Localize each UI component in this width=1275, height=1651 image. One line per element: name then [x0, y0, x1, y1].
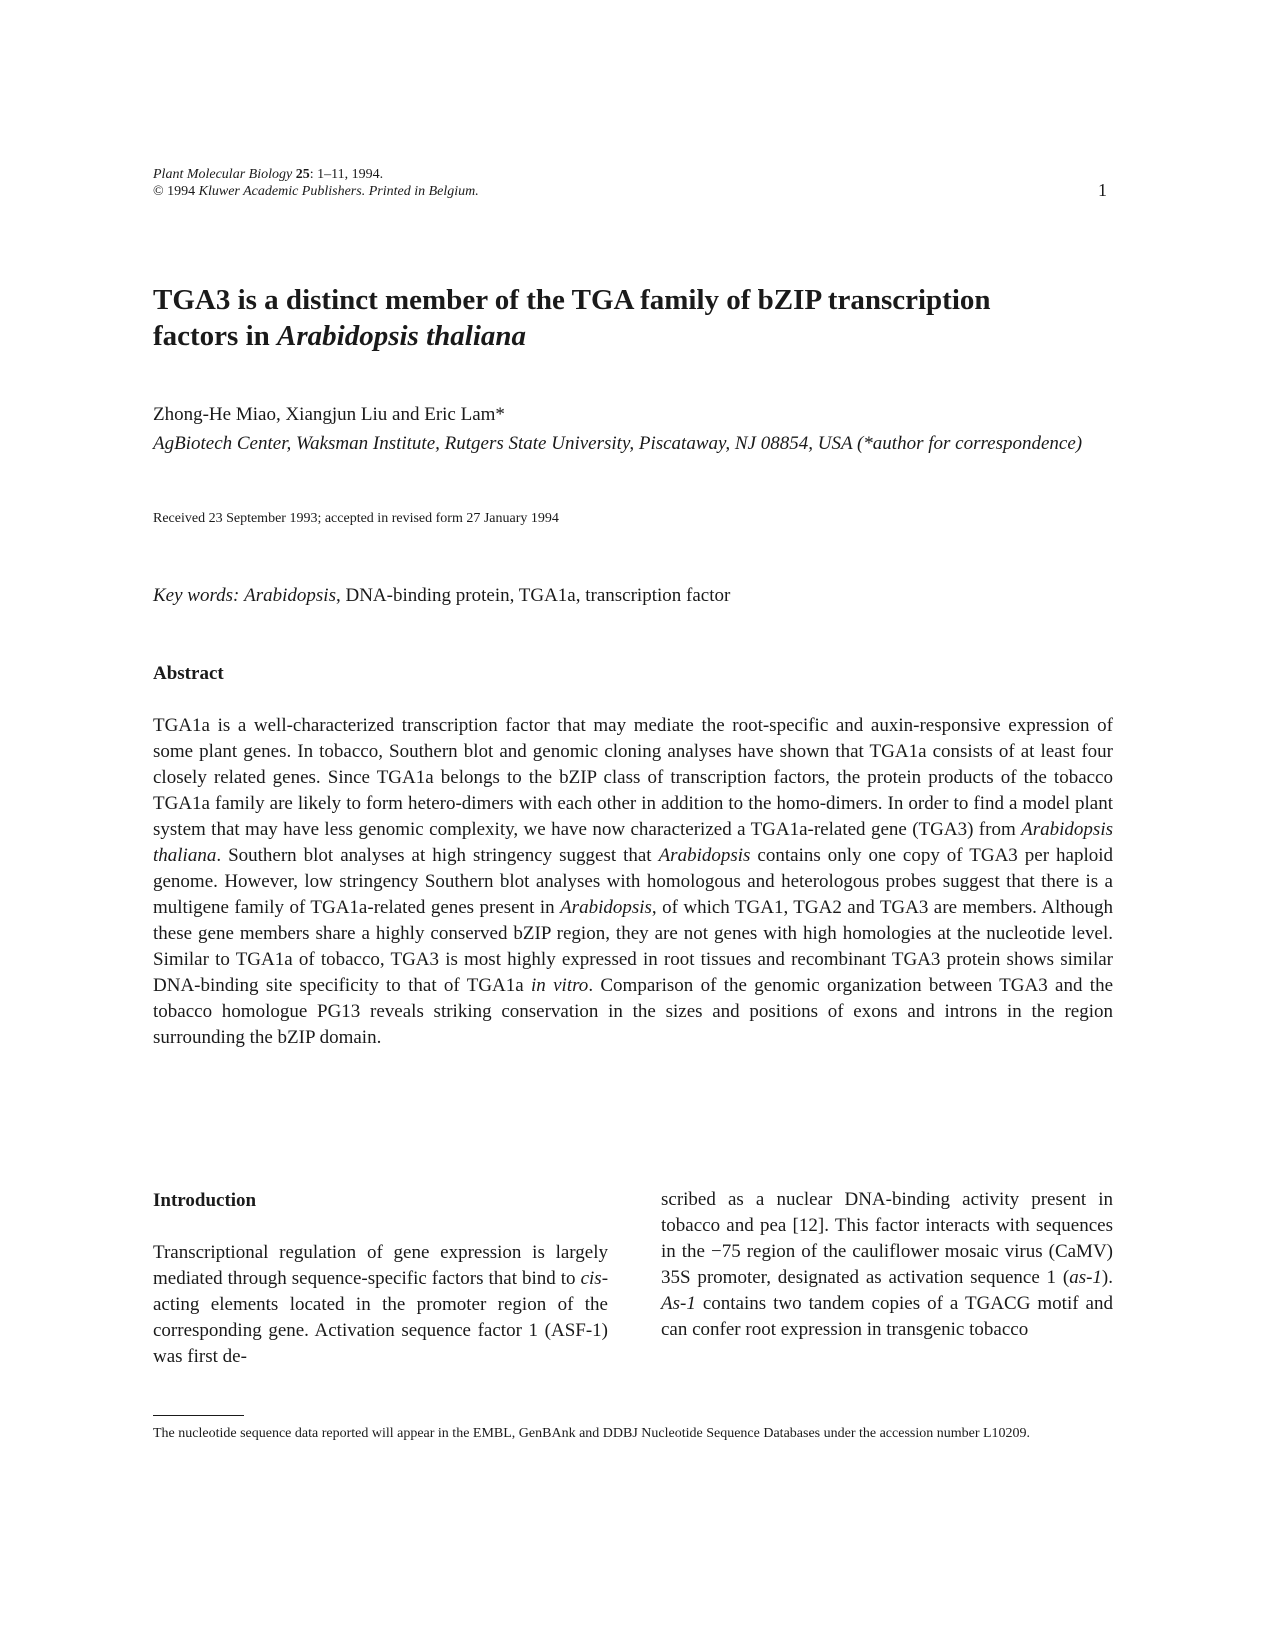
- journal-copyright-line: [153, 183, 479, 200]
- article-title: [153, 282, 1113, 354]
- keywords-label: Key words:: [153, 585, 240, 606]
- abstract-part: TGA1a is a well-characterized transcription factor that may mediate the root-specific and auxin-responsive expression of some plant genes. In tobacco, Southern blot and genomic cloning analyses have shown that TGA1a consists of at least four closely related genes. Since TGA1a belongs to the bZIP class of transcription factors, the protein products of the tobacco TGA1a family are likely to form hetero-dimers with each other in addition to the homo-dimers. In order to find a model plant system that may have less genomic complexity, we have now characterized a TGA1a-related gene (TGA3) from: [153, 715, 1113, 840]
- intro-text-part: ).: [1101, 1267, 1113, 1288]
- authors: Zhong-He Miao, Xiangjun Liu and Eric Lam*: [153, 404, 505, 425]
- intro-italic: as-1: [1069, 1267, 1102, 1288]
- intro-text-part: -acting elements located in the promoter region of the corresponding gene. Activation sequence factor 1 (ASF-1) was first de-: [153, 1268, 609, 1367]
- footnote: The nucleotide sequence data reported will appear in the EMBL, GenBAnk and DDBJ Nucleotide Sequence Databases under the accession number L10209.: [153, 1426, 1031, 1441]
- abstract-part: . Southern blot analyses at high stringency suggest that: [216, 845, 652, 866]
- intro-text-part: contains two tandem copies of a TGACG motif and can confer root expression in transgenic tobacco: [661, 1293, 1113, 1340]
- keyword-arabidopsis: Arabidopsis: [244, 585, 336, 606]
- journal-citation-line: [153, 166, 479, 183]
- intro-text-part: Transcriptional regulation of gene expression is largely mediated through sequence-specific factors that bind to: [153, 1242, 608, 1289]
- title-line-1: TGA3 is a distinct member of the TGA family of bZIP transcription: [153, 284, 991, 316]
- abstract-italic: Arabidopsis thaliana: [153, 819, 1114, 866]
- introduction-column-right: [661, 1187, 1113, 1343]
- copyright-prefix: © 1994: [153, 184, 196, 199]
- intro-italic: cis: [580, 1268, 602, 1289]
- journal-volume: 25: [295, 167, 310, 182]
- footnote-rule: [153, 1415, 244, 1416]
- introduction-heading: Introduction: [153, 1190, 257, 1211]
- abstract-italic: Arabidopsis: [658, 845, 751, 866]
- journal-pages-year: : 1–11, 1994.: [309, 167, 384, 182]
- intro-italic: As-1: [661, 1293, 696, 1314]
- abstract-part: , of which TGA1, TGA2 and TGA3 are members. Although these gene members share a highly conserved bZIP region, they are not genes with high homologies at the nucleotide level. Similar to TGA1a of tobacco, TGA3 is most highly expressed in root tissues and recombinant TGA3 protein shows similar DNA-binding site specificity to that of TGA1a: [153, 897, 1114, 996]
- abstract-part: . Comparison of the genomic organization between TGA3 and the tobacco homologue PG13 reveals striking conservation in the sizes and positions of exons and introns in the region surrounding the bZIP domain.: [153, 975, 1114, 1048]
- keywords: [153, 585, 730, 607]
- abstract-heading: Abstract: [153, 663, 224, 684]
- page-number: 1: [1098, 180, 1107, 200]
- journal-name: Plant Molecular Biology: [153, 167, 293, 182]
- journal-header: [153, 166, 479, 200]
- abstract-italic: in vitro: [531, 975, 589, 996]
- title-line-2-plain: factors in: [153, 320, 270, 352]
- title-line-2-italic: Arabidopsis thaliana: [277, 320, 527, 352]
- introduction-column-left: [153, 1240, 608, 1370]
- abstract-part: contains only one copy of TGA3 per haploid genome. However, low stringency Southern blot analyses with homologous and heterologous probes suggest that there is a multigene family of TGA1a-related genes present in: [153, 845, 1114, 918]
- keywords-rest: , DNA-binding protein, TGA1a, transcription factor: [335, 585, 731, 606]
- received-dates: Received 23 September 1993; accepted in revised form 27 January 1994: [153, 511, 559, 526]
- abstract-italic: Arabidopsis: [560, 897, 652, 918]
- affiliation: AgBiotech Center, Waksman Institute, Rutgers State University, Piscataway, NJ 08854, USA (*author for correspondence): [153, 433, 1083, 454]
- abstract-text: [153, 713, 1113, 1051]
- publisher: Kluwer Academic Publishers. Printed in Belgium.: [198, 184, 479, 199]
- intro-text-part: scribed as a nuclear DNA-binding activity present in tobacco and pea [12]. This factor interacts with sequences in the −75 region of the cauliflower mosaic virus (CaMV) 35S promoter, designated as activation sequence 1 (: [661, 1189, 1113, 1288]
